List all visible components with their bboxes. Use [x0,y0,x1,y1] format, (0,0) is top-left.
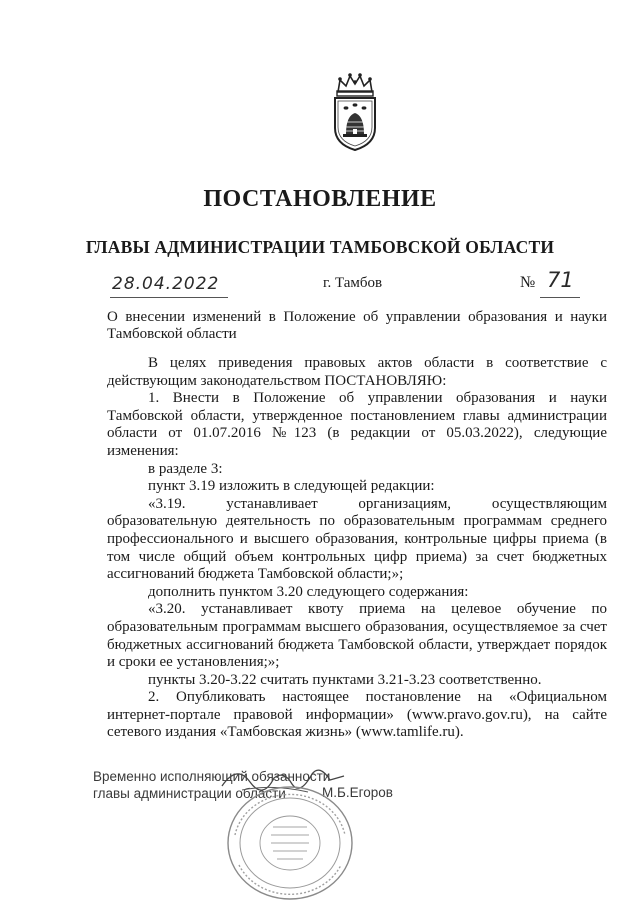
signatory-position-line1: Временно исполняющий обязанности [93,769,331,784]
document-date: 28.04.2022 [112,274,220,294]
signatory-name: М.Б.Егоров [322,785,393,800]
document-subject: О внесении изменений в Положение об управлении образования и науки Тамбовской области [107,309,607,342]
body-paragraph: пункты 3.20-3.22 считать пунктами 3.21-3.23 соответственно. [148,671,542,688]
document-city: г. Тамбов [323,275,383,291]
number-sign: № [520,274,536,291]
tambov-coat-of-arms-icon [326,72,384,152]
body-paragraph: 1. Внести в Положение об управлении образования и науки Тамбовской области, утвержденное постановлением главы администрации области от 01.07.2016 №123 (в редакции от 05.03.2022), следующие изменения: [107,390,607,459]
round-seal-stamp-icon [215,775,365,900]
body-paragraph: В целях приведения правовых актов области в соответствие с действующим законодательством ПОСТАНОВЛЯЮ: [107,355,607,389]
body-paragraph: в разделе 3: [148,460,223,477]
document-body [107,355,607,742]
document-number: 71 [547,268,574,292]
document-issuer: ГЛАВЫ АДМИНИСТРАЦИИ ТАМБОВСКОЙ ОБЛАСТИ [85,237,555,257]
body-paragraph: 2. Опубликовать настоящее постановление на «Официальном интернет-портале правовой информации» (www.pravo.gov.ru), на сайте сетевого издания «Тамбовская жизнь» (www.tamlife.ru). [107,689,607,741]
body-paragraph: дополнить пунктом 3.20 следующего содержания: [148,583,469,600]
body-paragraph: «3.20. устанавливает квоту приема на целевое обучение по образовательным программам высшего образования, осуществляемое за счет бюджетных ассигнований бюджета Тамбовской области, утверждает порядок и сроки ее установления;»; [107,601,607,671]
body-paragraph: пункт 3.19 изложить в следующей редакции: [148,478,435,495]
number-underline [540,297,580,298]
document-title: ПОСТАНОВЛЕНИЕ [203,186,437,212]
body-paragraph: «3.19. устанавливает организациям, осуществляющим образовательную деятельность по образовательным программам среднего профессионального и высшего образования, контрольные цифры приема (в том числе общий объем контрольных цифр приема) за счет бюджетных ассигнований бюджета Тамбовской области;»; [107,495,607,583]
date-underline [110,297,228,298]
signatory-position-line2: главы администрации области [93,786,286,801]
